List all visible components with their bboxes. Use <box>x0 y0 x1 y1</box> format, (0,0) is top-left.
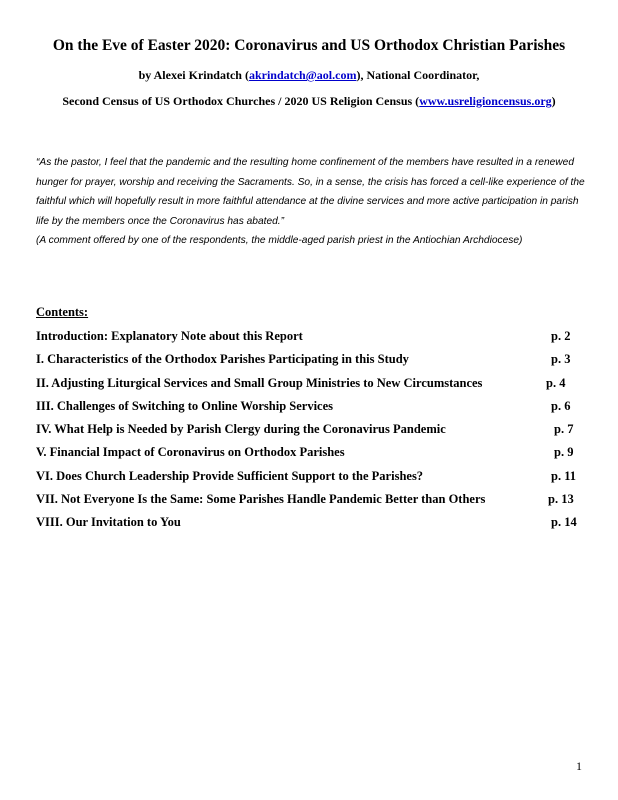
affiliation-prefix: Second Census of US Orthodox Churches / 2020 US Religion Census ( <box>62 94 420 108</box>
author-line <box>0 68 618 83</box>
toc-item-page: p. 14 <box>551 515 577 530</box>
toc-item-page: p. 6 <box>551 398 571 413</box>
toc-item-online-worship[interactable] <box>36 398 581 421</box>
toc-item-not-everyone-same[interactable] <box>36 491 581 514</box>
table-of-contents <box>36 328 581 538</box>
toc-item-page: p. 13 <box>548 492 574 507</box>
toc-item-label: VIII. Our Invitation to You <box>36 515 181 530</box>
toc-item-introduction[interactable] <box>36 328 581 351</box>
toc-item-characteristics[interactable] <box>36 351 581 374</box>
toc-item-page: p. 4 <box>546 375 566 390</box>
toc-item-label: IV. What Help is Needed by Parish Clergy during the Coronavirus Pandemic <box>36 422 446 437</box>
author-email-link[interactable]: akrindatch@aol.com <box>248 68 357 82</box>
toc-item-liturgical-services[interactable] <box>36 375 581 398</box>
toc-item-page: p. 11 <box>551 468 577 483</box>
toc-item-financial-impact[interactable] <box>36 444 581 467</box>
toc-item-page: p. 7 <box>554 422 574 437</box>
toc-item-invitation[interactable] <box>36 514 581 537</box>
toc-item-label: Introduction: Explanatory Note about this Report <box>36 329 303 343</box>
toc-item-page: p. 2 <box>551 329 571 343</box>
toc-item-label: I. Characteristics of the Orthodox Parishes Participating in this Study <box>36 352 409 367</box>
affiliation-line <box>0 94 618 109</box>
quote-text: “As the pastor, I feel that the pandemic and the resulting home confinement of the members have resulted in a renewed hunger for prayer, worship and receiving the Sacraments. So, in a sense, the crisis has forced a cell-like experience of the faithful which will hopefully result in more faithful attendance at the divine services and more active participation in parish life by the members once the Coronavirus has abated.” <box>36 157 585 227</box>
toc-item-church-leadership[interactable] <box>36 468 581 491</box>
toc-item-label: VI. Does Church Leadership Provide Sufficient Support to the Parishes? <box>36 468 424 483</box>
document-title: On the Eve of Easter 2020: Coronavirus and US Orthodox Christian Parishes <box>52 37 566 54</box>
contents-heading: Contents: <box>36 305 89 319</box>
toc-item-label: III. Challenges of Switching to Online Worship Services <box>36 398 334 413</box>
epigraph-quote <box>36 153 588 251</box>
toc-item-page: p. 9 <box>554 445 574 460</box>
toc-item-clergy-help[interactable] <box>36 421 581 444</box>
author-suffix: ), National Coordinator, <box>356 68 480 82</box>
toc-item-label: VII. Not Everyone Is the Same: Some Parishes Handle Pandemic Better than Others <box>36 492 486 507</box>
toc-item-page: p. 3 <box>551 352 571 367</box>
toc-item-label: II. Adjusting Liturgical Services and Small Group Ministries to New Circumstances <box>36 375 483 390</box>
quote-attribution: (A comment offered by one of the respondents, the middle-aged parish priest in the Antiochian Archdiocese) <box>36 235 523 246</box>
toc-item-label: V. Financial Impact of Coronavirus on Orthodox Parishes <box>36 445 345 460</box>
affiliation-suffix: ) <box>551 94 556 108</box>
page-number: 1 <box>576 759 582 773</box>
census-website-link[interactable]: www.usreligioncensus.org <box>419 94 552 108</box>
author-prefix: by Alexei Krindatch ( <box>138 68 249 82</box>
